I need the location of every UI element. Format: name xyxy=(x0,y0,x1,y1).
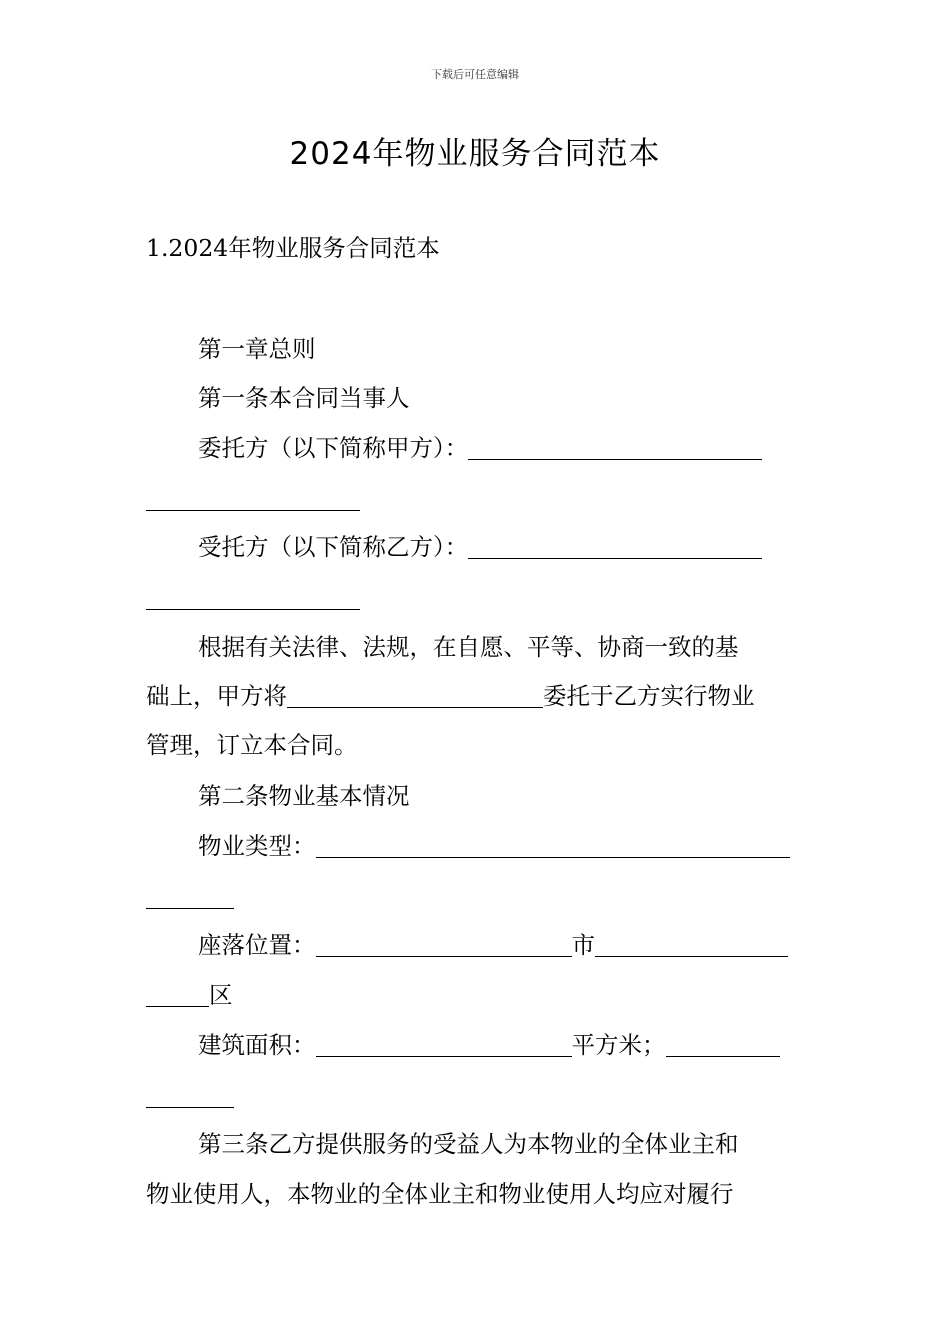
city-blank[interactable] xyxy=(595,926,788,957)
basis-paragraph-line-1 xyxy=(146,623,808,672)
party-b-label: 受托方（以下简称乙方）： xyxy=(198,533,469,561)
location-line xyxy=(146,921,808,970)
property-type-line xyxy=(146,822,808,871)
party-b-line xyxy=(146,523,808,572)
basis-text-2b: 委托于乙方实行物业 xyxy=(543,682,755,710)
district-blank[interactable] xyxy=(146,976,209,1007)
article-2-heading: 第二条物业基本情况 xyxy=(198,782,410,810)
article-1-heading: 第一条本合同当事人 xyxy=(198,384,410,412)
location-blank[interactable] xyxy=(316,926,572,957)
area-blank[interactable] xyxy=(316,1026,572,1057)
property-type-label: 物业类型： xyxy=(198,832,316,860)
area-label: 建筑面积： xyxy=(198,1031,316,1059)
location-district-label: 区 xyxy=(209,981,233,1009)
party-a-label: 委托方（以下简称甲方）： xyxy=(198,434,469,462)
location-label: 座落位置： xyxy=(198,931,316,959)
party-a-blank-cont[interactable] xyxy=(146,509,360,511)
chapter-heading: 第一章总则 xyxy=(198,335,316,363)
section-heading: 1.2024年物业服务合同范本 xyxy=(146,234,440,262)
area-unit: 平方米； xyxy=(571,1031,666,1059)
party-a-blank[interactable] xyxy=(468,429,762,460)
party-b-blank-cont[interactable] xyxy=(146,608,360,610)
area-extra-blank[interactable] xyxy=(666,1026,780,1057)
document-title: 2024年物业服务合同范本 xyxy=(289,136,661,172)
party-b-blank[interactable] xyxy=(468,528,762,559)
area-extra-blank-cont[interactable] xyxy=(146,1106,234,1108)
header-note: 下载后可任意编辑 xyxy=(431,68,519,81)
property-name-blank[interactable] xyxy=(287,677,543,708)
party-a-line xyxy=(146,424,808,473)
district-line xyxy=(146,971,808,1020)
article-3-line-1: 第三条乙方提供服务的受益人为本物业的全体业主和 xyxy=(198,1130,739,1158)
basis-text-1: 根据有关法律、法规，在自愿、平等、协商一致的基 xyxy=(198,633,739,661)
basis-paragraph-line-2 xyxy=(146,672,808,721)
location-city-label: 市 xyxy=(571,931,595,959)
article-3-line-2: 物业使用人，本物业的全体业主和物业使用人均应对履行 xyxy=(146,1180,734,1208)
basis-text-2a: 础上，甲方将 xyxy=(146,682,287,710)
property-type-blank[interactable] xyxy=(316,827,790,858)
basis-paragraph-line-3: 管理，订立本合同。 xyxy=(146,731,358,759)
area-line xyxy=(146,1021,808,1070)
property-type-blank-cont[interactable] xyxy=(146,907,234,909)
